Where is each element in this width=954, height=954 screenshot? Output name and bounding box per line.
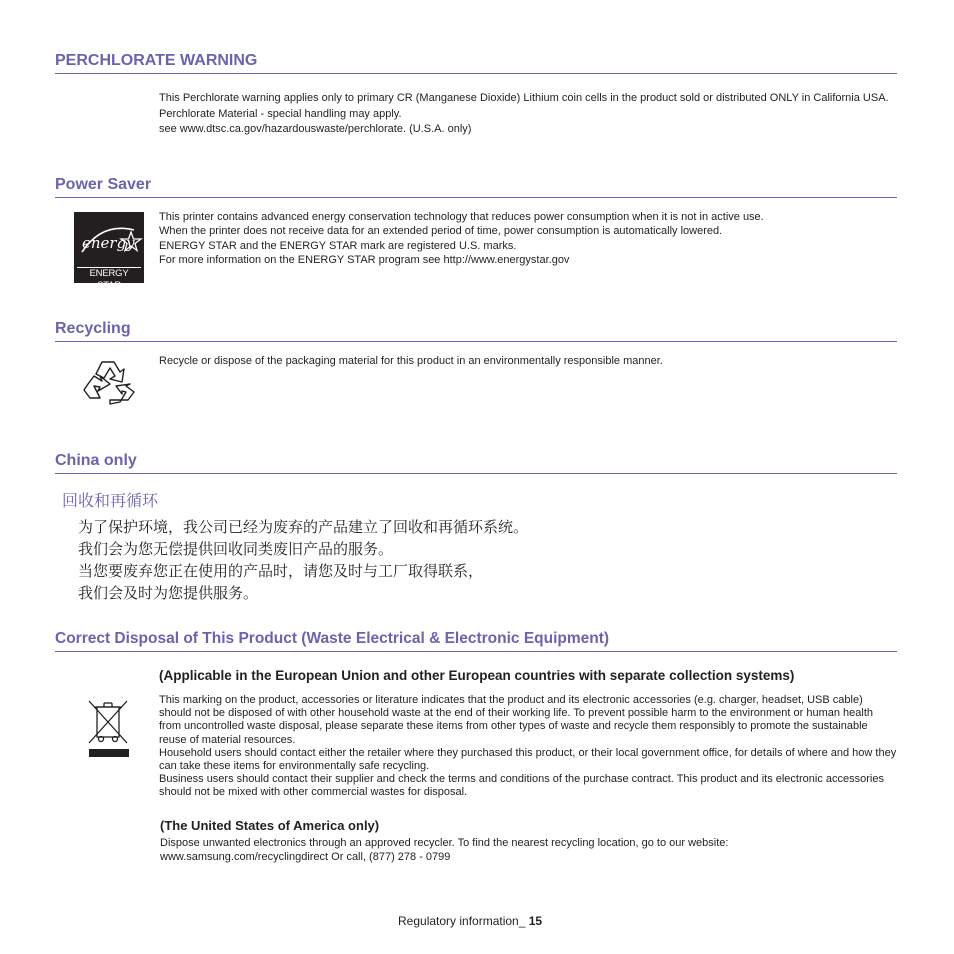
paragraph: Household users should contact either the retailer where they purchased this product, or their local government office, for details of where and how they can take these items for environmentally safe recycling. [159,746,897,773]
paragraph: Business users should contact their supplier and check the terms and conditions of the purchase contract. This product and its electronic accessories should not be mixed with other commercial wastes for disposal. [159,773,884,799]
page-footer [398,914,542,928]
china-subtitle: 回收和再循环 [62,491,159,510]
perchlorate-heading: PERCHLORATE WARNING [55,52,897,74]
power-saver-text [159,210,897,267]
weee-heading: Correct Disposal of This Product (Waste Electrical & Electronic Equipment) [55,630,897,652]
china-heading: China only [55,452,897,474]
recycle-icon [80,356,140,421]
paragraph: 当您要废弃您正在使用的产品时，请您及时与工厂取得联系， [78,562,484,580]
paragraph: 为了保护环境，我公司已经为废弃的产品建立了回收和再循环系统。 [78,518,529,536]
eu-subheading: (Applicable in the European Union and other European countries with separate collection systems) [159,668,795,683]
china-text [78,516,528,604]
recycling-heading: Recycling [55,320,897,342]
paragraph: see www.dtsc.ca.gov/hazardouswaste/perchlorate. (U.S.A. only) [159,123,472,135]
energy-star-logo-text: ENERGY STAR [77,267,141,280]
paragraph: Dispose unwanted electronics through an approved recycler. To find the nearest recycling location, go to our website: [160,837,729,849]
paragraph: www.samsung.com/recyclingdirect Or call, (877) 278 - 0799 [160,850,451,863]
paragraph: 我们会及时为您提供服务。 [78,584,259,602]
paragraph: For more information on the ENERGY STAR program see http://www.energystar.gov [159,254,570,266]
crossed-bin-icon [84,698,132,765]
us-text [160,837,898,864]
paragraph: This printer contains advanced energy conservation technology that reduces power consumption when it is not in active use. [159,211,764,223]
footer-label: Regulatory information_ [398,914,526,928]
perchlorate-text [159,91,897,136]
recycling-text [159,354,897,368]
paragraph: This marking on the product, accessories or literature indicates that the product and its electronic accessories (e.g. charger, headset, USB cable) should not be disposed of with other household waste at the end of their working life. To prevent possible harm to the environment or human health from uncontrolled waste disposal, please separate these items from other types of waste and recycle them responsibly to promote the sustainable reuse of material resources. [159,694,874,746]
paragraph: ENERGY STAR and the ENERGY STAR mark are registered U.S. marks. [159,240,517,252]
us-subheading: (The United States of America only) [160,818,380,833]
page-number: 15 [528,914,543,928]
paragraph: 我们会为您无偿提供回收同类废旧产品的服务。 [78,540,394,558]
energy-star-logo [74,212,144,291]
power-saver-heading: Power Saver [55,176,897,198]
paragraph: Perchlorate Material - special handling may apply. [159,108,402,120]
eu-text [159,694,897,800]
energy-star-icon [74,212,144,266]
paragraph: When the printer does not receive data for an extended period of time, power consumption is automatically lowered. [159,225,723,237]
paragraph: This Perchlorate warning applies only to primary CR (Manganese Dioxide) Lithium coin cells in the product sold or distributed ONLY in California USA. [159,92,889,104]
energy-script-text: energy [82,234,135,252]
paragraph: Recycle or dispose of the packaging material for this product in an environmentally responsible manner. [159,355,663,367]
